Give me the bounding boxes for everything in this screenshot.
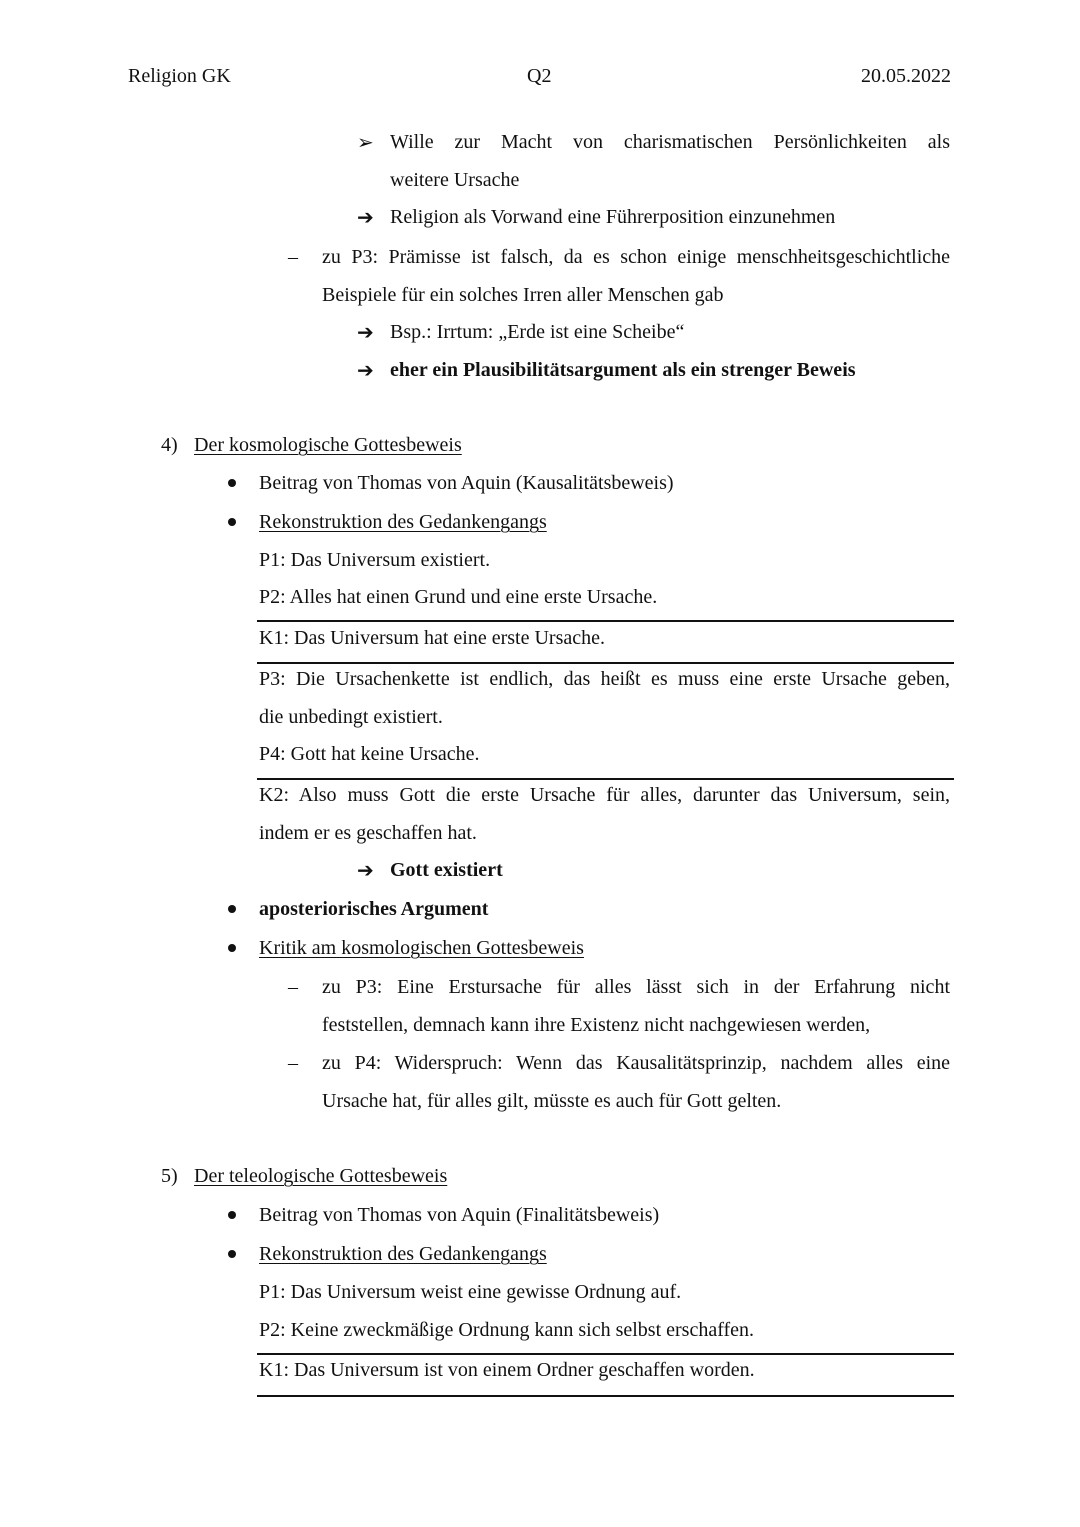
conclusion-rule [257,620,954,622]
bold-arrow-icon: ➔ [357,320,374,344]
s4-k1: K1: Das Universum hat eine erste Ursache. [259,627,605,649]
wille-zur-macht-line1: Wille zur Macht von charismatischen Persönlichkeiten als [390,131,950,153]
s4-p2: P2: Alles hat einen Grund und eine erste Ursache. [259,586,658,608]
bold-arrow-icon: ➔ [357,205,374,229]
bsp-irrtum: Bsp.: Irrtum: „Erde ist eine Scheibe“ [390,321,685,343]
bullet-icon [228,905,236,913]
bold-arrow-icon: ➔ [357,358,374,382]
s5-p2: P2: Keine zweckmäßige Ordnung kann sich selbst erschaffen. [259,1319,755,1341]
s4-kritik2-line2: Ursache hat, für alles gilt, müsste es auch für Gott gelten. [322,1090,782,1112]
s4-bullet-rekonstruktion: Rekonstruktion des Gedankengangs [259,511,547,533]
section5-number: 5) [161,1165,178,1187]
conclusion-rule [257,1353,954,1355]
section4-number: 4) [161,434,178,456]
dash-icon: – [288,1052,298,1074]
zu-p3-line2: Beispiele für ein solches Irren aller Menschen gab [322,284,724,306]
s4-k2-line2: indem er es geschaffen hat. [259,822,477,844]
bullet-icon [228,1211,236,1219]
s4-p1: P1: Das Universum existiert. [259,549,491,571]
religion-vorwand: Religion als Vorwand eine Führerposition einzunehmen [390,206,836,228]
dash-icon: – [288,976,298,998]
s4-p4: P4: Gott hat keine Ursache. [259,743,480,765]
s4-kritik1-line1: zu P3: Eine Erstursache für alles lässt sich in der Erfahrung nicht [322,976,950,998]
bold-arrow-icon: ➔ [357,858,374,882]
s5-bullet-beitrag: Beitrag von Thomas von Aquin (Finalitätsbeweis) [259,1204,660,1226]
section5-title: Der teleologische Gottesbeweis [194,1165,448,1187]
conclusion-rule [257,778,954,780]
s5-bullet-rekonstruktion: Rekonstruktion des Gedankengangs [259,1243,547,1265]
conclusion-rule [257,1395,954,1397]
bullet-icon [228,944,236,952]
dash-icon: – [288,246,298,268]
s4-kritik2-line1: zu P4: Widerspruch: Wenn das Kausalitätsprinzip, nachdem alles eine [322,1052,950,1074]
gott-existiert: Gott existiert [390,859,503,881]
s5-k1: K1: Das Universum ist von einem Ordner geschaffen worden. [259,1359,755,1381]
s4-k2-line1: K2: Also muss Gott die erste Ursache für alles, darunter das Universum, sein, [259,784,950,806]
header-center: Q2 [527,65,552,87]
s4-kritik1-line2: feststellen, demnach kann ihre Existenz nicht nachgewiesen werden, [322,1014,871,1036]
s5-p1: P1: Das Universum weist eine gewisse Ordnung auf. [259,1281,682,1303]
header-left: Religion GK [128,65,231,87]
zu-p3-line1: zu P3: Prämisse ist falsch, da es schon einige menschheitsgeschichtliche [322,246,950,268]
conclusion-rule [257,662,954,664]
header-right: 20.05.2022 [861,65,951,87]
s4-bullet-aposteriorisch: aposteriorisches Argument [259,898,489,920]
s4-bullet-beitrag: Beitrag von Thomas von Aquin (Kausalitätsbeweis) [259,472,674,494]
s4-bullet-kritik: Kritik am kosmologischen Gottesbeweis [259,937,584,959]
s4-p3-line2: die unbedingt existiert. [259,706,443,728]
wille-zur-macht-line2: weitere Ursache [390,169,520,191]
s4-p3-line1: P3: Die Ursachenkette ist endlich, das heißt es muss eine erste Ursache geben, [259,668,950,690]
bullet-icon [228,479,236,487]
section4-title: Der kosmologische Gottesbeweis [194,434,462,456]
bullet-icon [228,1250,236,1258]
hollow-arrow-icon: ➢ [357,130,374,154]
bullet-icon [228,518,236,526]
plausibilitaetsargument: eher ein Plausibilitätsargument als ein strenger Beweis [390,359,856,381]
